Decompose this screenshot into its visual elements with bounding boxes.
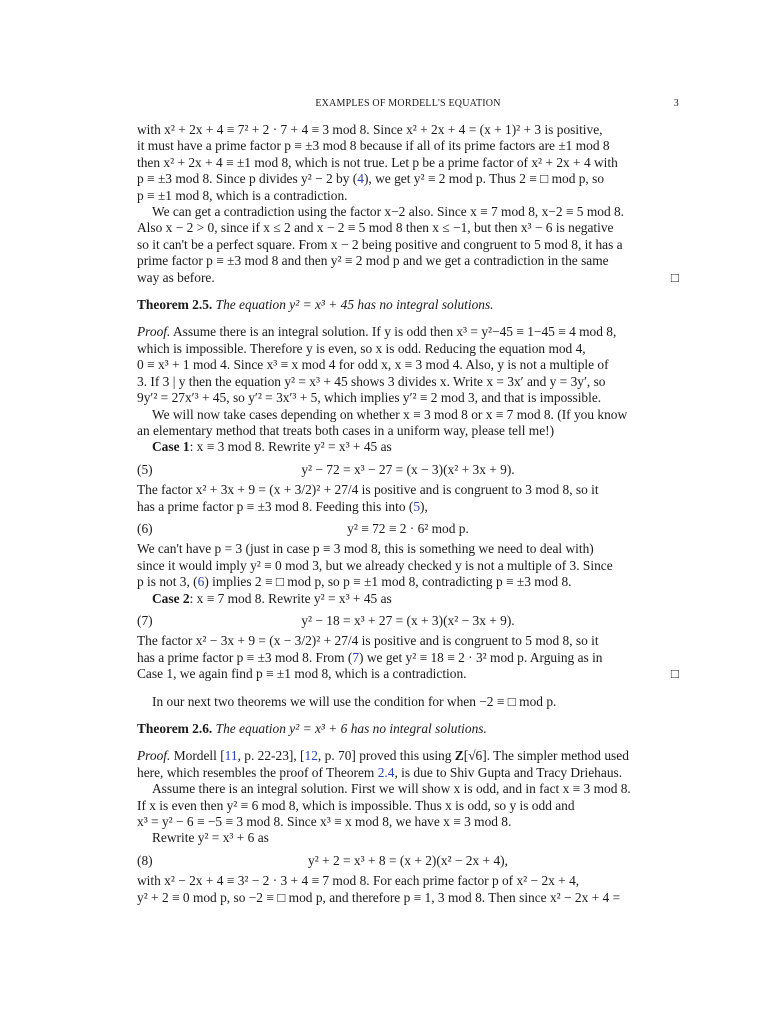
text-span: : x ≡ 3 mod 8. Rewrite y² = x³ + 45 as (189, 439, 392, 455)
case-heading (137, 439, 679, 455)
text-line: since it would imply y² ≡ 0 mod 3, but we already checked y is not a multiple of 3. Since (137, 557, 613, 573)
qed-symbol: □ (670, 666, 679, 682)
theorem-text: The equation y² = x³ + 45 has no integral solutions. (215, 297, 494, 313)
text-line: prime factor p ≡ ±3 mod 8 and then y² ≡ 2 mod p and we get a contradiction in the same (137, 253, 609, 269)
text-line: an elementary method that treats both cases in a uniform way, please tell me!) (137, 422, 555, 438)
text-line (137, 499, 679, 515)
page-number: 3 (673, 98, 679, 109)
text-line: y² + 2 ≡ 0 mod p, so −2 ≡ □ mod p, and therefore p ≡ 1, 3 mod 8. Then since x² − 2x + 4 = (137, 889, 621, 905)
text-line: it must have a prime factor p ≡ ±3 mod 8 because if all of its prime factors are ±1 mod 8 (137, 138, 610, 154)
text-span: here, which resembles the proof of Theorem (137, 764, 378, 780)
paragraph (137, 122, 679, 204)
text-line: with x² + 2x + 4 ≡ 7² + 2 · 7 + 4 ≡ 3 mod 8. Since x² + 2x + 4 = (x + 1)² + 3 is positive, (137, 122, 603, 137)
text-line (137, 748, 679, 764)
text-line: 0 ≡ x³ + 1 mod 4. Since x³ ≡ x mod 4 for odd x, x ≡ 3 mod 4. Also, y is not a multiple of (137, 357, 609, 373)
theorem-ref-link[interactable]: 2.4 (377, 764, 395, 780)
text-line: then x² + 2x + 4 ≡ ±1 mod 8, which is not true. Let p be a prime factor of x² + 2x + 4 with (137, 154, 618, 170)
display-equation (137, 613, 679, 629)
text-line (137, 171, 679, 187)
text-span: has a prime factor p ≡ ±3 mod 8. From ( (137, 649, 353, 665)
text-line (137, 650, 679, 666)
equation-ref-link[interactable]: 6 (197, 574, 205, 590)
display-equation (137, 853, 679, 869)
display-equation (137, 521, 679, 537)
text-line: The factor x² + 3x + 9 = (x + 3/2)² + 27/4 is positive and is congruent to 3 mod 8, so it (137, 482, 599, 498)
text-line (137, 270, 679, 286)
equation-number: (6) (137, 520, 153, 536)
equation-number: (7) (137, 612, 153, 628)
text-line: 3. If 3 | y then the equation y² = x³ + 45 shows 3 divides x. Write x = 3x′ and y = 3y′, so (137, 373, 606, 389)
case-heading (137, 591, 679, 607)
text-line: so it can't be a perfect square. From x − 2 being positive and congruent to 5 mod 8, it has a (137, 236, 623, 252)
text-span: : x ≡ 7 mod 8. Rewrite y² = x³ + 45 as (189, 590, 392, 606)
equation-content: y² ≡ 72 ≡ 2 · 6² mod p. (347, 520, 469, 536)
theorem-text: The equation y² = x³ + 6 has no integral solutions. (215, 721, 487, 736)
text-span: ), we get y² ≡ 2 mod p. Thus 2 ≡ □ mod p, so (363, 171, 605, 187)
proof (137, 748, 679, 781)
theorem-label: Theorem 2.6. (137, 721, 213, 736)
text-span: p is not 3, ( (137, 574, 198, 590)
text-span: has a prime factor p ≡ ±3 mod 8. Feeding this into ( (137, 498, 414, 514)
text-line: p ≡ ±1 mod 8, which is a contradiction. (137, 187, 348, 203)
text-line: Also x − 2 > 0, since if x ≤ 2 and x − 2 ≡ 5 mod 8 then x ≤ −1, but then x³ − 6 is negative (137, 220, 614, 236)
theorem-statement (137, 721, 679, 737)
text-span: , p. 22-23], [ (237, 748, 305, 764)
equation-content: y² − 18 = x³ + 27 = (x + 3)(x² − 3x + 9). (301, 612, 515, 628)
paragraph (137, 482, 679, 515)
theorem-label: Theorem 2.5. (137, 297, 213, 313)
case-label: Case 2 (152, 590, 190, 606)
text-span: , p. 70] proved this using (317, 748, 455, 764)
text-span: Assume there is an integral solution. If y is odd then x³ = y²−45 ≡ 1−45 ≡ 4 mod 8, (172, 324, 617, 340)
text-line: x³ = y² − 6 ≡ −5 ≡ 3 mod 8. Since x³ ≡ x mod 8, we have x ≡ 3 mod 8. (137, 814, 512, 830)
paragraph (137, 204, 679, 286)
citation-link[interactable]: 12 (304, 748, 318, 764)
equation-ref-link[interactable]: 5 (413, 498, 421, 514)
equation-number: (8) (137, 852, 153, 868)
text-line: Assume there is an integral solution. First we will show x is odd, and in fact x ≡ 3 mod 8. (152, 781, 631, 797)
text-line (137, 765, 679, 781)
text-line: If x is even then y² ≡ 6 mod 8, which is impossible. Thus x is odd, so y is odd and (137, 797, 575, 813)
proof-label: Proof. (137, 748, 171, 764)
case-label: Case 1 (152, 439, 190, 455)
equation-ref-link[interactable]: 4 (357, 171, 364, 187)
page-body (137, 122, 679, 906)
equation-ref-link[interactable]: 7 (352, 649, 360, 665)
text-span: Mordell [ (173, 748, 225, 764)
text-span: , is due to Shiv Gupta and Tracy Driehaus. (394, 764, 623, 780)
text-span: Case 1, we again find p ≡ ±1 mod 8, which is a contradiction. (137, 666, 467, 682)
text-line (137, 324, 679, 340)
citation-link[interactable]: 11 (224, 748, 238, 764)
text-line: We can get a contradiction using the factor x−2 also. Since x ≡ 7 mod 8, x−2 ≡ 5 mod 8. (152, 204, 625, 220)
paragraph: Rewrite y² = x³ + 6 as (152, 830, 269, 846)
qed-symbol: □ (670, 269, 679, 285)
text-line: which is impossible. Therefore y is even, so x is odd. Reducing the equation mod 4, (137, 340, 586, 356)
proof (137, 324, 679, 406)
text-line: We can't have p = 3 (just in case p ≡ 3 mod 8, this is something we need to deal with) (137, 541, 594, 557)
paragraph (137, 407, 679, 440)
text-line (137, 666, 679, 682)
text-span: p ≡ ±3 mod 8. Since p divides y² − 2 by ( (137, 171, 358, 187)
paragraph (137, 541, 679, 590)
equation-content: y² − 72 = x³ − 27 = (x − 3)(x² + 3x + 9). (301, 461, 515, 477)
text-span: ) implies 2 ≡ □ mod p, so p ≡ ±1 mod 8, contradicting p ≡ ±3 mod 8. (204, 574, 572, 590)
proof-label: Proof. (137, 324, 171, 340)
text-line: The factor x² − 3x + 9 = (x − 3/2)² + 27/4 is positive and is congruent to 5 mod 8, so it (137, 633, 599, 649)
text-span: ) we get y² ≡ 18 ≡ 2 · 3² mod p. Arguing as in (359, 649, 603, 665)
text-span: way as before. (137, 269, 215, 285)
text-line: with x² − 2x + 4 ≡ 3² − 2 · 3 + 4 ≡ 7 mod 8. For each prime factor p of x² − 2x + 4, (137, 873, 580, 889)
text-span: ), (420, 498, 428, 514)
paragraph: In our next two theorems we will use the condition for when −2 ≡ □ mod p. (152, 693, 557, 709)
text-line: We will now take cases depending on whether x ≡ 3 mod 8 or x ≡ 7 mod 8. (If you know (152, 406, 628, 422)
paragraph (137, 633, 679, 682)
text-line: 9y′² = 27x′³ + 45, so y′² = 3x′³ + 5, which implies y′² ≡ 2 mod 3, and that is impossible. (137, 390, 602, 406)
text-span: [√6]. The simpler method used (463, 748, 629, 764)
text-line (137, 574, 679, 590)
theorem-statement (137, 297, 679, 313)
equation-number: (5) (137, 461, 153, 477)
paragraph (137, 873, 679, 906)
equation-content: y² + 2 = x³ + 8 = (x + 2)(x² − 2x + 4), (308, 852, 508, 868)
display-equation (137, 462, 679, 478)
running-title: EXAMPLES OF MORDELL'S EQUATION (315, 98, 501, 109)
ring-symbol: Z (454, 748, 464, 764)
paragraph (137, 781, 679, 830)
